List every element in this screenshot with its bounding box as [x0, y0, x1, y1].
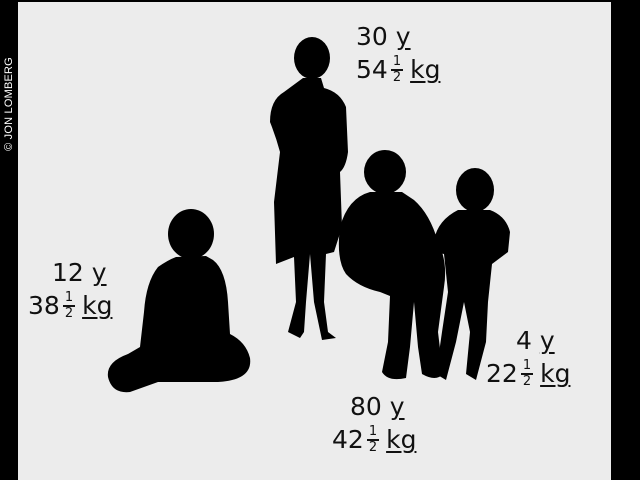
weight-whole: 54	[356, 55, 388, 85]
fraction-numerator: 1	[64, 290, 74, 305]
fraction-denominator: 2	[522, 373, 532, 389]
illustration-panel	[18, 2, 611, 480]
fraction-denominator: 2	[392, 69, 402, 85]
age-elder	[332, 394, 416, 419]
weight-child	[486, 359, 570, 388]
label-woman	[356, 24, 440, 84]
fraction-denominator: 2	[64, 305, 74, 321]
age-girl	[28, 260, 112, 285]
fraction-denominator: 2	[368, 439, 378, 455]
weight-fraction	[63, 291, 75, 320]
fraction-numerator: 1	[368, 424, 378, 439]
weight-unit: kg	[82, 291, 113, 321]
credit-strip	[0, 0, 18, 480]
fraction-numerator: 1	[522, 358, 532, 373]
label-elder	[332, 394, 416, 454]
weight-fraction	[391, 55, 403, 84]
elder-silhouette	[339, 150, 445, 379]
silhouette-scene	[18, 2, 611, 480]
woman-silhouette	[270, 37, 348, 340]
age-unit: y	[91, 258, 107, 287]
fraction-numerator: 1	[392, 54, 402, 69]
age-number: 4	[516, 326, 532, 355]
weight-unit: kg	[386, 425, 417, 455]
weight-whole: 22	[486, 359, 518, 389]
weight-fraction	[521, 359, 533, 388]
weight-unit: kg	[540, 359, 571, 389]
age-child	[486, 328, 570, 353]
age-woman	[356, 24, 440, 49]
photo-credit: © JON LOMBERG	[3, 57, 15, 151]
weight-whole: 38	[28, 291, 60, 321]
weight-girl	[28, 291, 112, 320]
age-number: 80	[350, 392, 382, 421]
age-unit: y	[539, 326, 555, 355]
weight-woman	[356, 55, 440, 84]
weight-elder	[332, 425, 416, 454]
age-number: 30	[356, 22, 388, 51]
weight-unit: kg	[410, 55, 441, 85]
age-unit: y	[395, 22, 411, 51]
age-number: 12	[52, 258, 84, 287]
label-child	[486, 328, 570, 388]
weight-whole: 42	[332, 425, 364, 455]
weight-fraction	[367, 425, 379, 454]
age-unit: y	[389, 392, 405, 421]
girl-silhouette	[108, 209, 250, 392]
label-girl	[28, 260, 112, 320]
